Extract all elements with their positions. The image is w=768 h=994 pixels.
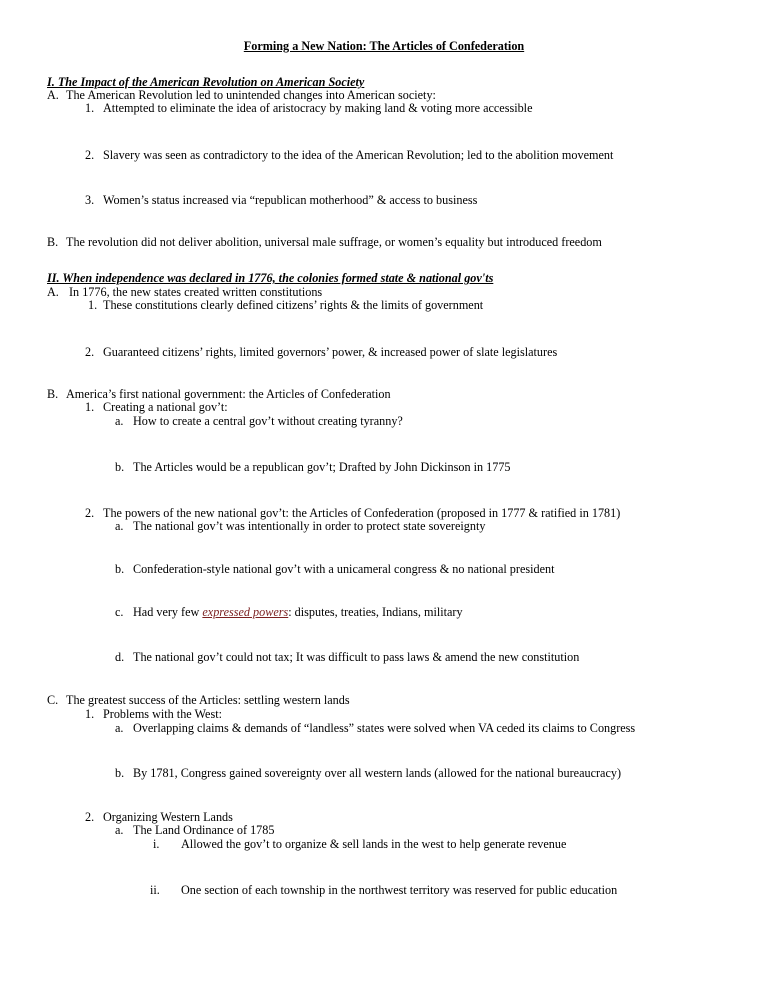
item-text: The revolution did not deliver abolition, universal male suffrage, or women’s equality but introduced freedom [66,235,602,249]
item-text: One section of each township in the northwest territory was reserved for public education [181,883,618,897]
item-marker: a. [115,823,124,837]
item-text: Organizing Western Lands [103,810,233,824]
item-marker: i. [153,837,160,851]
item-marker: 2. [85,345,95,359]
item-text: These constitutions clearly defined citizens’ rights & the limits of government [103,298,484,312]
item-text: The Articles would be a republican gov’t; Drafted by John Dickinson in 1775 [133,460,511,474]
item-text: The greatest success of the Articles: settling western lands [66,693,350,707]
item-text: In 1776, the new states created written constitutions [69,285,323,299]
item-text: The Land Ordinance of 1785 [133,823,275,837]
section-1-heading: I. The Impact of the American Revolution on American Society [47,75,365,89]
item-text: The national gov’t was intentionally in order to protect state sovereignty [133,519,486,533]
item-marker: B. [47,235,59,249]
item-text: The American Revolution led to unintended changes into American society: [66,88,436,102]
item-text: Attempted to eliminate the idea of aristocracy by making land & voting more accessible [103,101,533,115]
item-text [133,605,463,619]
item-marker: B. [47,387,59,401]
item-marker: b. [115,460,125,474]
item-marker: 1. [88,298,98,312]
section-2-heading: II. When independence was declared in 1776, the colonies formed state & national gov'ts [47,271,494,285]
item-marker: 1. [85,400,95,414]
item-marker: 2. [85,148,95,162]
item-marker: 1. [85,101,95,115]
item-text: By 1781, Congress gained sovereignty over all western lands (allowed for the national bureaucracy) [133,766,622,780]
item-text: How to create a central gov’t without creating tyranny? [133,414,403,428]
item-marker: 3. [85,193,95,207]
item-marker: ii. [150,883,160,897]
item-text: Women’s status increased via “republican motherhood” & access to business [103,193,478,207]
item-marker: c. [115,605,124,619]
item-marker: A. [47,285,59,299]
item-text: The powers of the new national gov’t: the Articles of Confederation (proposed in 1777 & ratified in 1781) [103,506,621,520]
item-marker: A. [47,88,59,102]
item-marker: d. [115,650,125,664]
item-marker: a. [115,414,124,428]
item-marker: 2. [85,810,95,824]
item-text: Guaranteed citizens’ rights, limited governors’ power, & increased power of slate legislatures [103,345,558,359]
item-marker: b. [115,766,125,780]
item-text: The national gov’t could not tax; It was difficult to pass laws & amend the new constitution [133,650,580,664]
item-text: Problems with the West: [103,707,222,721]
item-text: Slavery was seen as contradictory to the idea of the American Revolution; led to the abolition movement [103,148,614,162]
item-text: Creating a national gov’t: [103,400,228,414]
item-marker: a. [115,519,124,533]
item-marker: a. [115,721,124,735]
item-text-post: : disputes, treaties, Indians, military [288,605,463,619]
item-text: America’s first national government: the Articles of Confederation [66,387,391,401]
expressed-powers-term: expressed powers [202,605,289,619]
item-marker: b. [115,562,125,576]
item-marker: C. [47,693,59,707]
item-text: Allowed the gov’t to organize & sell lands in the west to help generate revenue [181,837,567,851]
item-text: Overlapping claims & demands of “landless” states were solved when VA ceded its claims to Congress [133,721,636,735]
item-marker: 2. [85,506,95,520]
item-text: Confederation-style national gov’t with a unicameral congress & no national president [133,562,555,576]
item-text-pre: Had very few [133,605,203,619]
item-marker: 1. [85,707,95,721]
page-title: Forming a New Nation: The Articles of Confederation [243,39,525,53]
